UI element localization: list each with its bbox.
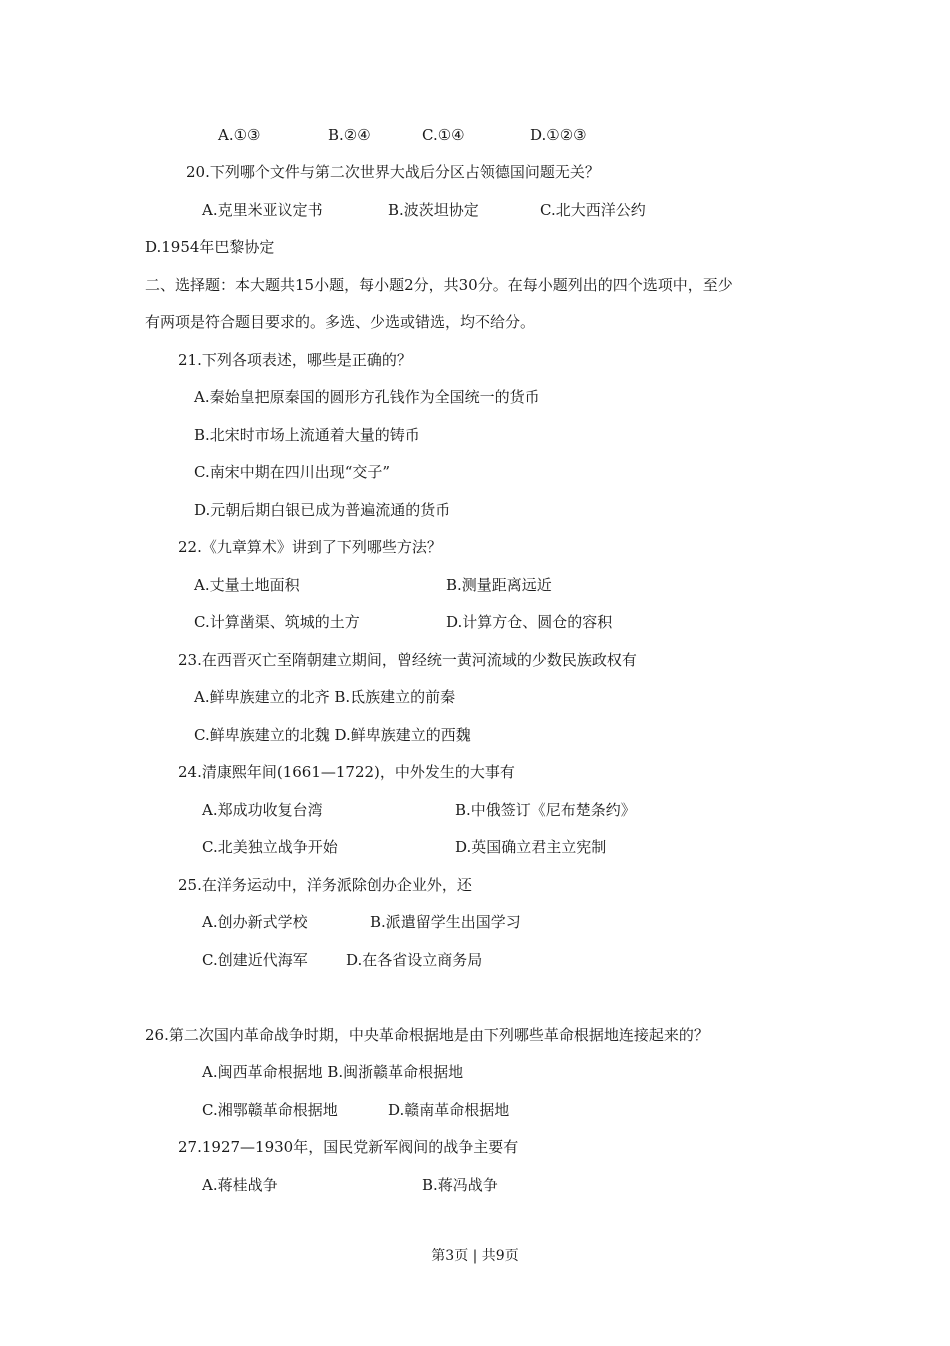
q22-option-d: D.计算方仓、圆仓的容积 xyxy=(446,613,613,631)
q20-option-a: A.克里米亚议定书 xyxy=(202,201,323,219)
section2-instructions-line1: 二、选择题：本大题共15小题，每小题2分，共30分。在每小题列出的四个选项中，至少 xyxy=(145,276,733,294)
q24-option-a: A.郑成功收复台湾 xyxy=(202,801,323,819)
q21-stem: 21.下列各项表述，哪些是正确的？ xyxy=(178,351,412,369)
q19-option-c: C.①④ xyxy=(422,126,465,144)
q22-stem: 22.《九章算术》讲到了下列哪些方法？ xyxy=(178,538,442,556)
q22-option-a: A.丈量土地面积 xyxy=(194,576,300,594)
q19-option-b: B.②④ xyxy=(328,126,371,144)
q20-stem: 20.下列哪个文件与第二次世界大战后分区占领德国问题无关？ xyxy=(186,163,600,181)
page-number-footer: 第3页 | 共9页 xyxy=(431,1248,519,1264)
q22-option-b: B.测量距离远近 xyxy=(446,576,552,594)
q21-option-c: C.南宋中期在四川出现“交子” xyxy=(194,463,391,481)
q23-stem: 23.在西晋灭亡至隋朝建立期间，曾经统一黄河流域的少数民族政权有 xyxy=(178,651,637,669)
q23-options-line2: C.鲜卑族建立的北魏 D.鲜卑族建立的西魏 xyxy=(194,726,471,744)
q19-option-d: D.①②③ xyxy=(530,126,587,144)
q21-option-a: A.秦始皇把原秦国的圆形方孔钱作为全国统一的货币 xyxy=(194,388,540,406)
q27-option-b: B.蒋冯战争 xyxy=(422,1176,498,1194)
q20-option-c: C.北大西洋公约 xyxy=(540,201,646,219)
q21-option-d: D.元朝后期白银已成为普遍流通的货币 xyxy=(194,501,451,519)
q26-stem: 26.第二次国内革命战争时期，中央革命根据地是由下列哪些革命根据地连接起来的？ xyxy=(145,1026,709,1044)
q21-option-b: B.北宋时市场上流通着大量的铸币 xyxy=(194,426,420,444)
q24-option-d: D.英国确立君主立宪制 xyxy=(455,838,607,856)
q27-option-a: A.蒋桂战争 xyxy=(202,1176,278,1194)
q22-option-c: C.计算凿渠、筑城的土方 xyxy=(194,613,360,631)
q19-option-a: A.①③ xyxy=(218,126,261,144)
q26-options-line1: A.闽西革命根据地 B.闽浙赣革命根据地 xyxy=(202,1063,464,1081)
q23-options-line1: A.鲜卑族建立的北齐 B.氐族建立的前秦 xyxy=(194,688,456,706)
q20-option-d: D.1954年巴黎协定 xyxy=(145,238,275,256)
q20-option-b: B.波茨坦协定 xyxy=(388,201,479,219)
section2-instructions-line2: 有两项是符合题目要求的。多选、少选或错选，均不给分。 xyxy=(145,313,536,331)
q26-option-d: D.赣南革命根据地 xyxy=(388,1101,510,1119)
q25-option-d: D.在各省设立商务局 xyxy=(346,951,483,969)
q25-option-b: B.派遣留学生出国学习 xyxy=(370,913,521,931)
q25-stem: 25.在洋务运动中，洋务派除创办企业外，还 xyxy=(178,876,472,894)
q25-option-a: A.创办新式学校 xyxy=(202,913,308,931)
q24-option-b: B.中俄签订《尼布楚条约》 xyxy=(455,801,636,819)
q24-stem: 24.清康熙年间(1661—1722)，中外发生的大事有 xyxy=(178,763,515,781)
q26-option-c: C.湘鄂赣革命根据地 xyxy=(202,1101,338,1119)
q25-option-c: C.创建近代海军 xyxy=(202,951,308,969)
q24-option-c: C.北美独立战争开始 xyxy=(202,838,338,856)
q27-stem: 27.1927—1930年，国民党新军阀间的战争主要有 xyxy=(178,1138,519,1156)
